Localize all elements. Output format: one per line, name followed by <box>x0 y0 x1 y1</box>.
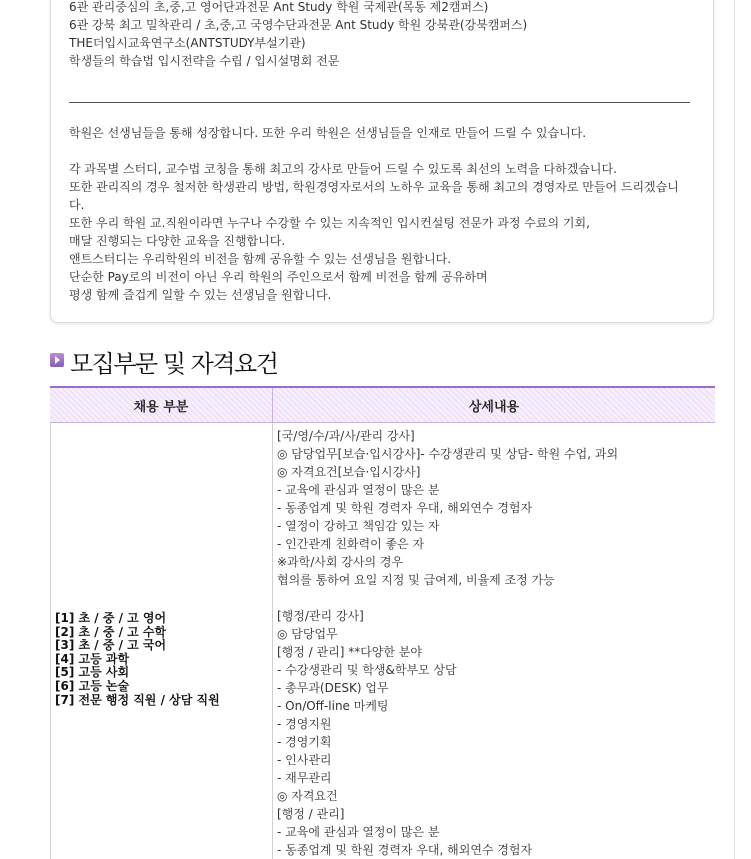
detail-line: - 경영지원 <box>277 717 332 731</box>
position-item: [4] 고등 과학 <box>55 651 130 666</box>
paragraph-line: 학원은 선생님들을 통해 성장합니다. 또한 우리 학원은 선생님들을 인재로 만들어 드릴 수 있습니다. <box>69 126 587 140</box>
position-item: [6] 고등 논술 <box>55 678 130 693</box>
detail-line: - 재무관리 <box>277 771 332 785</box>
detail-line: - 인간관계 친화력이 좋은 자 <box>277 537 425 551</box>
branch-line: 6관 강북 최고 밀착관리 / 초,중,고 국영수단과전문 Ant Study 학원 강북관(강북캠퍼스) <box>69 18 528 32</box>
paragraph-line: 또한 우리 학원 교.직원이라면 누구나 수강할 수 있는 지속적인 입시컨설팅 전문가 과정 수료의 기회, <box>69 216 590 230</box>
paragraph-line: 또한 관리직의 경우 철저한 학생관리 방법, 학원경영자로서의 노하우 교육을 통해 최고의 경영자로 만들어 드리겠습니 <box>69 180 679 194</box>
detail-line: [행정/관리 강사] <box>277 609 364 623</box>
table-header-rule <box>50 422 715 423</box>
detail-line: [행정 / 관리] <box>277 807 345 821</box>
detail-line: - 수강생관리 및 학생&학부모 상담 <box>277 663 457 677</box>
detail-line: ◎ 담당업무[보습·입시강사]- 수강생관리 및 상담- 학원 수업, 과외 <box>277 447 619 461</box>
position-item: [1] 초 / 중 / 고 영어 <box>55 611 167 625</box>
detail-line: - 인사관리 <box>277 753 332 767</box>
position-item: [2] 초 / 중 / 고 수학 <box>55 624 167 639</box>
paragraph-line: 매달 진행되는 다양한 교육을 진행합니다. <box>69 234 286 248</box>
table-header-position: 채용 부분 <box>50 388 273 422</box>
detail-line: 협의를 통하여 요일 지정 및 급여제, 비율제 조정 가능 <box>277 573 555 587</box>
branch-line: 학생들의 학습법 입시전략을 수립 / 입시설명회 전문 <box>69 54 340 68</box>
detail-line: ◎ 담당업무 <box>277 627 338 641</box>
detail-line: [행정 / 관리] **다양한 분야 <box>277 645 422 659</box>
paragraph-line: 평생 함께 즐겁게 일할 수 있는 선생님을 원합니다. <box>69 288 332 302</box>
paragraph-line: 각 과목별 스터디, 교수법 코칭을 통해 최고의 강사로 만들어 드릴 수 있도록 최선의 노력을 다하겠습니다. <box>69 162 617 176</box>
paragraph-line: 단순한 Pay로의 비전이 아닌 우리 학원의 주인으로서 함께 비전을 함께 공유하며 <box>69 270 488 284</box>
detail-line: - 교육에 관심과 열정이 많은 분 <box>277 483 440 497</box>
page-right-border <box>734 0 735 859</box>
detail-line: - 총무과(DESK) 업무 <box>277 681 389 695</box>
detail-line: - On/Off-line 마케팅 <box>277 699 389 713</box>
position-item: [7] 전문 행정 직원 / 상담 직원 <box>55 692 220 707</box>
detail-blank-line <box>277 589 618 607</box>
table-column-divider <box>272 423 273 859</box>
section-title: 모집부문 및 자격요건 <box>70 350 278 378</box>
detail-line: - 교육에 관심과 열정이 많은 분 <box>277 825 440 839</box>
position-item: [5] 고등 사회 <box>55 665 130 680</box>
table-left-border <box>50 423 51 859</box>
detail-line: ◎ 자격요건[보습·입시강사] <box>277 465 421 479</box>
detail-line: - 동종업계 및 학원 경력자 우대, 해외연수 경험자 <box>277 843 533 857</box>
paragraph-line: 다. <box>69 198 85 212</box>
detail-line: - 경영기획 <box>277 735 332 749</box>
detail-line: [국/영/수/과/사/관리 강사] <box>277 429 415 443</box>
paragraph-line: 앤트스터디는 우리학원의 비전을 함께 공유할 수 있는 선생님을 원합니다. <box>69 252 452 266</box>
position-list <box>55 612 220 707</box>
play-bullet-icon <box>50 353 64 367</box>
branch-line: 6관 관리중심의 초,중,고 영어단과전문 Ant Study 학원 국제관(목동 제2캠퍼스) <box>69 0 489 14</box>
detail-line: - 열정이 강하고 책임감 있는 자 <box>277 519 440 533</box>
detail-line: ※과학/사회 강사의 경우 <box>277 555 404 569</box>
position-item: [3] 초 / 중 / 고 국어 <box>55 638 167 653</box>
intro-paragraph <box>69 124 695 304</box>
intro-divider <box>69 102 690 103</box>
detail-line: - 동종업계 및 학원 경력자 우대, 해외연수 경험자 <box>277 501 533 515</box>
table-header-details: 상세내용 <box>273 388 715 422</box>
branch-line: THE더입시교육연구소(ANTSTUDY부설기관) <box>69 36 306 50</box>
paragraph-blank-line <box>69 142 695 160</box>
details-list <box>277 427 618 859</box>
detail-line: ◎ 자격요건 <box>277 789 338 803</box>
